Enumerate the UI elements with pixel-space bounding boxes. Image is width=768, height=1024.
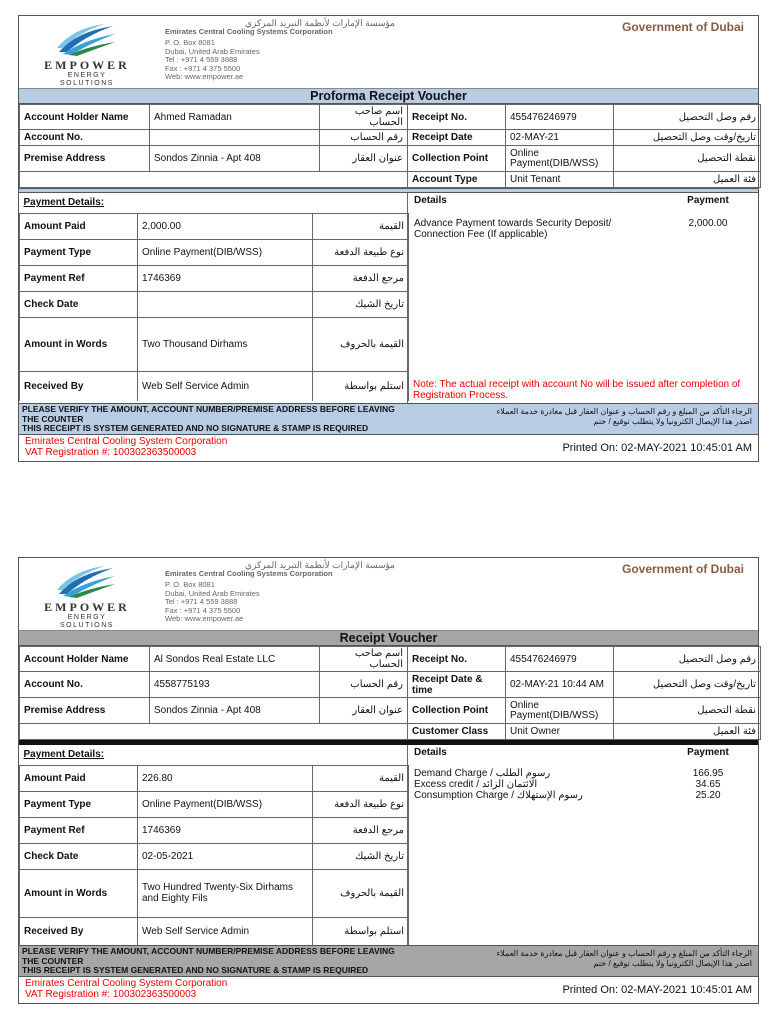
tel: Tel : +971 4 559 3888 (165, 55, 238, 64)
breakdown-row (408, 218, 758, 240)
empower-wave-icon (55, 564, 117, 598)
government-label: Government of Dubai (621, 20, 744, 34)
receipt-no-value: 455476246979 (506, 647, 614, 672)
received-by-label-ar: استلم بواسطة (313, 371, 409, 401)
payment-header: Payment (687, 747, 729, 758)
verify-warning: PLEASE VERIFY THE AMOUNT, ACCOUNT NUMBER/PREMISE ADDRESS BEFORE LEAVING THE COUNTER (22, 404, 395, 424)
voucher-footer (19, 435, 758, 461)
tel: Tel : +971 4 559 3888 (165, 597, 238, 606)
receipt-date-label-ar: تاريخ/وقت وصل التحصيل (614, 672, 761, 698)
org-name-english: Emirates Central Cooling Systems Corporation (165, 568, 333, 578)
org-info (165, 561, 395, 624)
amount-words-label: Amount in Words (20, 869, 138, 917)
premise-label-ar: عنوان العقار (320, 146, 408, 172)
breakdown-desc: Advance Payment towards Security Deposit/ Connection Fee (If applicable) (414, 218, 612, 240)
printed-on: Printed On: 02-MAY-2021 10:45:01 AM (562, 984, 752, 996)
receipt-no-label: Receipt No. (408, 105, 506, 130)
payment-ref-label: Payment Ref (20, 817, 138, 843)
account-holder-label: Account Holder Name (20, 105, 150, 130)
org-info (165, 19, 395, 82)
city: Dubai, United Arab Emirates (165, 588, 260, 598)
amount-words-value: Two Thousand Dirhams (138, 317, 313, 371)
account-holder-label-ar: اسم صاحب الحساب (320, 647, 408, 672)
amount-paid-label-ar: القيمة (313, 213, 409, 239)
payment-breakdown (408, 745, 758, 945)
receipt-date-value: 02-MAY-21 (506, 130, 614, 146)
payment-details-title: Payment Details: (20, 193, 409, 213)
receipt-no-value: 455476246979 (506, 105, 614, 130)
voucher-title: Proforma Receipt Voucher (19, 89, 758, 104)
payment-ref-value: 1746369 (138, 265, 313, 291)
collection-point-label: Collection Point (408, 698, 506, 724)
customer-class-value: Unit Owner (506, 724, 614, 740)
account-type-label: Account Type (408, 172, 506, 188)
po-box: P. O. Box 8081 (165, 580, 215, 589)
received-by-value: Web Self Service Admin (138, 917, 313, 945)
received-by-value: Web Self Service Admin (138, 371, 313, 401)
amount-words-label-ar: القيمة بالحروف (313, 869, 409, 917)
breakdown-row (408, 790, 758, 801)
payment-header: Payment (687, 195, 729, 206)
payment-ref-label-ar: مرجع الدفعة (313, 817, 409, 843)
check-date-label-ar: تاريخ الشيك (313, 843, 409, 869)
system-generated-notice-ar: اصدر هذا الإيصال الكترونيا ولا يتطلب توقيع / ختم (593, 959, 752, 968)
premise-label: Premise Address (20, 698, 150, 724)
amount-paid-value: 226.80 (138, 765, 313, 791)
account-no-label-ar: رقم الحساب (320, 672, 408, 698)
proforma-receipt-voucher (18, 15, 759, 462)
check-date-label-ar: تاريخ الشيك (313, 291, 409, 317)
verification-notice (19, 403, 758, 435)
account-holder-value: Al Sondos Real Estate LLC (150, 647, 320, 672)
received-by-label: Received By (20, 371, 138, 401)
government-label: Government of Dubai (621, 562, 744, 576)
web: Web: www.empower.ae (165, 72, 244, 81)
breakdown-amount: 25.20 (695, 790, 721, 801)
fax: Fax : +971 4 375 5500 (165, 63, 241, 73)
system-generated-notice-ar: اصدر هذا الإيصال الكترونيا ولا يتطلب توقيع / ختم (593, 417, 752, 426)
customer-class-label-ar: فئة العميل (614, 724, 761, 740)
account-table (19, 104, 761, 188)
payment-details (19, 193, 408, 403)
receipt-no-label: Receipt No. (408, 647, 506, 672)
payment-details-table (19, 745, 409, 945)
registration-note: Note: The actual receipt with account No will be issued after completion of Registration Process. (413, 379, 741, 401)
org-name-arabic: مؤسسة الإمارات لأنظمة التبريد المركزي (244, 560, 395, 570)
account-holder-value: Ahmed Ramadan (150, 105, 320, 130)
receipt-date-label: Receipt Date & time (408, 672, 506, 698)
account-no-value (150, 130, 320, 146)
receipt-date-label-ar: تاريخ/وقت وصل التحصيل (614, 130, 761, 146)
empty-cell (20, 172, 408, 188)
receipt-date-value: 02-MAY-21 10:44 AM (506, 672, 614, 698)
brand-name: EMPOWER (44, 600, 130, 614)
city: Dubai, United Arab Emirates (165, 46, 260, 56)
premise-label: Premise Address (20, 146, 150, 172)
breakdown-desc: Demand Charge / رسوم الطلب (414, 768, 551, 779)
brand-sub: SOLUTIONS (60, 622, 114, 629)
payment-type-label-ar: نوع طبيعة الدفعة (313, 791, 409, 817)
breakdown-header (408, 193, 758, 208)
verify-warning: PLEASE VERIFY THE AMOUNT, ACCOUNT NUMBER/PREMISE ADDRESS BEFORE LEAVING THE COUNTER (22, 946, 395, 966)
breakdown-desc: Consumption Charge / رسوم الإستهلاك (414, 790, 583, 801)
payment-details-table (19, 193, 409, 401)
payment-ref-label-ar: مرجع الدفعة (313, 265, 409, 291)
payment-type-value: Online Payment(DIB/WSS) (138, 791, 313, 817)
verification-notice (19, 945, 758, 977)
check-date-value (138, 291, 313, 317)
collection-point-label: Collection Point (408, 146, 506, 172)
receipt-date-label: Receipt Date (408, 130, 506, 146)
amount-words-label: Amount in Words (20, 317, 138, 371)
voucher-header (19, 16, 758, 89)
account-no-label: Account No. (20, 130, 150, 146)
account-no-label-ar: رقم الحساب (320, 130, 408, 146)
breakdown-amount: 34.65 (695, 779, 721, 790)
check-date-label: Check Date (20, 843, 138, 869)
web: Web: www.empower.ae (165, 614, 244, 623)
po-box: P. O. Box 8081 (165, 38, 215, 47)
amount-words-value: Two Hundred Twenty-Six Dirhams and Eighty Fils (138, 869, 313, 917)
receipt-no-label-ar: رقم وصل التحصيل (614, 105, 761, 130)
received-by-label-ar: استلم بواسطة (313, 917, 409, 945)
details-header: Details (414, 195, 447, 206)
vat-registration: VAT Registration #: 100302363500003 (25, 447, 197, 458)
receipt-no-label-ar: رقم وصل التحصيل (614, 647, 761, 672)
org-name-arabic: مؤسسة الإمارات لأنظمة التبريد المركزي (244, 18, 395, 28)
breakdown-header (408, 745, 758, 760)
payment-details (19, 745, 408, 945)
premise-value: Sondos Zinnia - Apt 408 (150, 146, 320, 172)
amount-words-label-ar: القيمة بالحروف (313, 317, 409, 371)
account-holder-label-ar: اسم صاحب الحساب (320, 105, 408, 130)
check-date-value: 02-05-2021 (138, 843, 313, 869)
verify-warning-ar: الرجاء التأكد من المبلغ و رقم الحساب و عنوان العقار قبل مغادرة خدمة العملاء (496, 407, 752, 416)
verify-warning-ar: الرجاء التأكد من المبلغ و رقم الحساب و عنوان العقار قبل مغادرة خدمة العملاء (496, 949, 752, 958)
empower-logo (27, 22, 147, 87)
breakdown-amount: 2,000.00 (688, 218, 728, 229)
org-name-english: Emirates Central Cooling Systems Corporation (165, 26, 333, 36)
check-date-label: Check Date (20, 291, 138, 317)
voucher-footer (19, 977, 758, 1003)
payment-type-label: Payment Type (20, 791, 138, 817)
amount-paid-label: Amount Paid (20, 765, 138, 791)
voucher-title: Receipt Voucher (19, 631, 758, 646)
account-type-label-ar: فئة العميل (614, 172, 761, 188)
breakdown-desc: Excess credit / الائتمان الزائد (414, 779, 538, 790)
details-header: Details (414, 747, 447, 758)
breakdown-row (408, 779, 758, 790)
account-no-value: 4558775193 (150, 672, 320, 698)
payment-section (19, 745, 758, 945)
amount-paid-label-ar: القيمة (313, 765, 409, 791)
brand-sub: ENERGY (67, 72, 107, 79)
account-type-value: Unit Tenant (506, 172, 614, 188)
empower-logo (27, 564, 147, 629)
payment-section (19, 193, 758, 403)
printed-on: Printed On: 02-MAY-2021 10:45:01 AM (562, 442, 752, 454)
received-by-label: Received By (20, 917, 138, 945)
payment-type-label-ar: نوع طبيعة الدفعة (313, 239, 409, 265)
vat-registration: VAT Registration #: 100302363500003 (25, 989, 197, 1000)
payment-breakdown (408, 193, 758, 403)
collection-point-label-ar: نقطة التحصيل (614, 146, 761, 172)
payment-type-label: Payment Type (20, 239, 138, 265)
empty-cell (20, 724, 408, 740)
breakdown-amount: 166.95 (692, 768, 724, 779)
breakdown-row (408, 768, 758, 779)
customer-class-label: Customer Class (408, 724, 506, 740)
collection-point-value: Online Payment(DIB/WSS) (506, 146, 614, 172)
system-generated-notice: THIS RECEIPT IS SYSTEM GENERATED AND NO SIGNATURE & STAMP IS REQUIRED (22, 965, 369, 975)
empower-wave-icon (55, 22, 117, 56)
corp-name: Emirates Central Cooling System Corporation (25, 978, 228, 989)
brand-name: EMPOWER (44, 58, 130, 72)
corp-name: Emirates Central Cooling System Corporation (25, 436, 228, 447)
receipt-voucher (18, 557, 759, 1004)
amount-paid-value: 2,000.00 (138, 213, 313, 239)
payment-ref-label: Payment Ref (20, 265, 138, 291)
brand-sub: SOLUTIONS (60, 80, 114, 87)
payment-ref-value: 1746369 (138, 817, 313, 843)
brand-sub: ENERGY (67, 614, 107, 621)
system-generated-notice: THIS RECEIPT IS SYSTEM GENERATED AND NO SIGNATURE & STAMP IS REQUIRED (22, 423, 369, 433)
account-no-label: Account No. (20, 672, 150, 698)
amount-paid-label: Amount Paid (20, 213, 138, 239)
voucher-header (19, 558, 758, 631)
payment-type-value: Online Payment(DIB/WSS) (138, 239, 313, 265)
payment-details-title: Payment Details: (20, 745, 409, 765)
fax: Fax : +971 4 375 5500 (165, 605, 241, 615)
collection-point-value: Online Payment(DIB/WSS) (506, 698, 614, 724)
account-table (19, 646, 761, 740)
collection-point-label-ar: نقطة التحصيل (614, 698, 761, 724)
premise-label-ar: عنوان العقار (320, 698, 408, 724)
account-holder-label: Account Holder Name (20, 647, 150, 672)
premise-value: Sondos Zinnia - Apt 408 (150, 698, 320, 724)
